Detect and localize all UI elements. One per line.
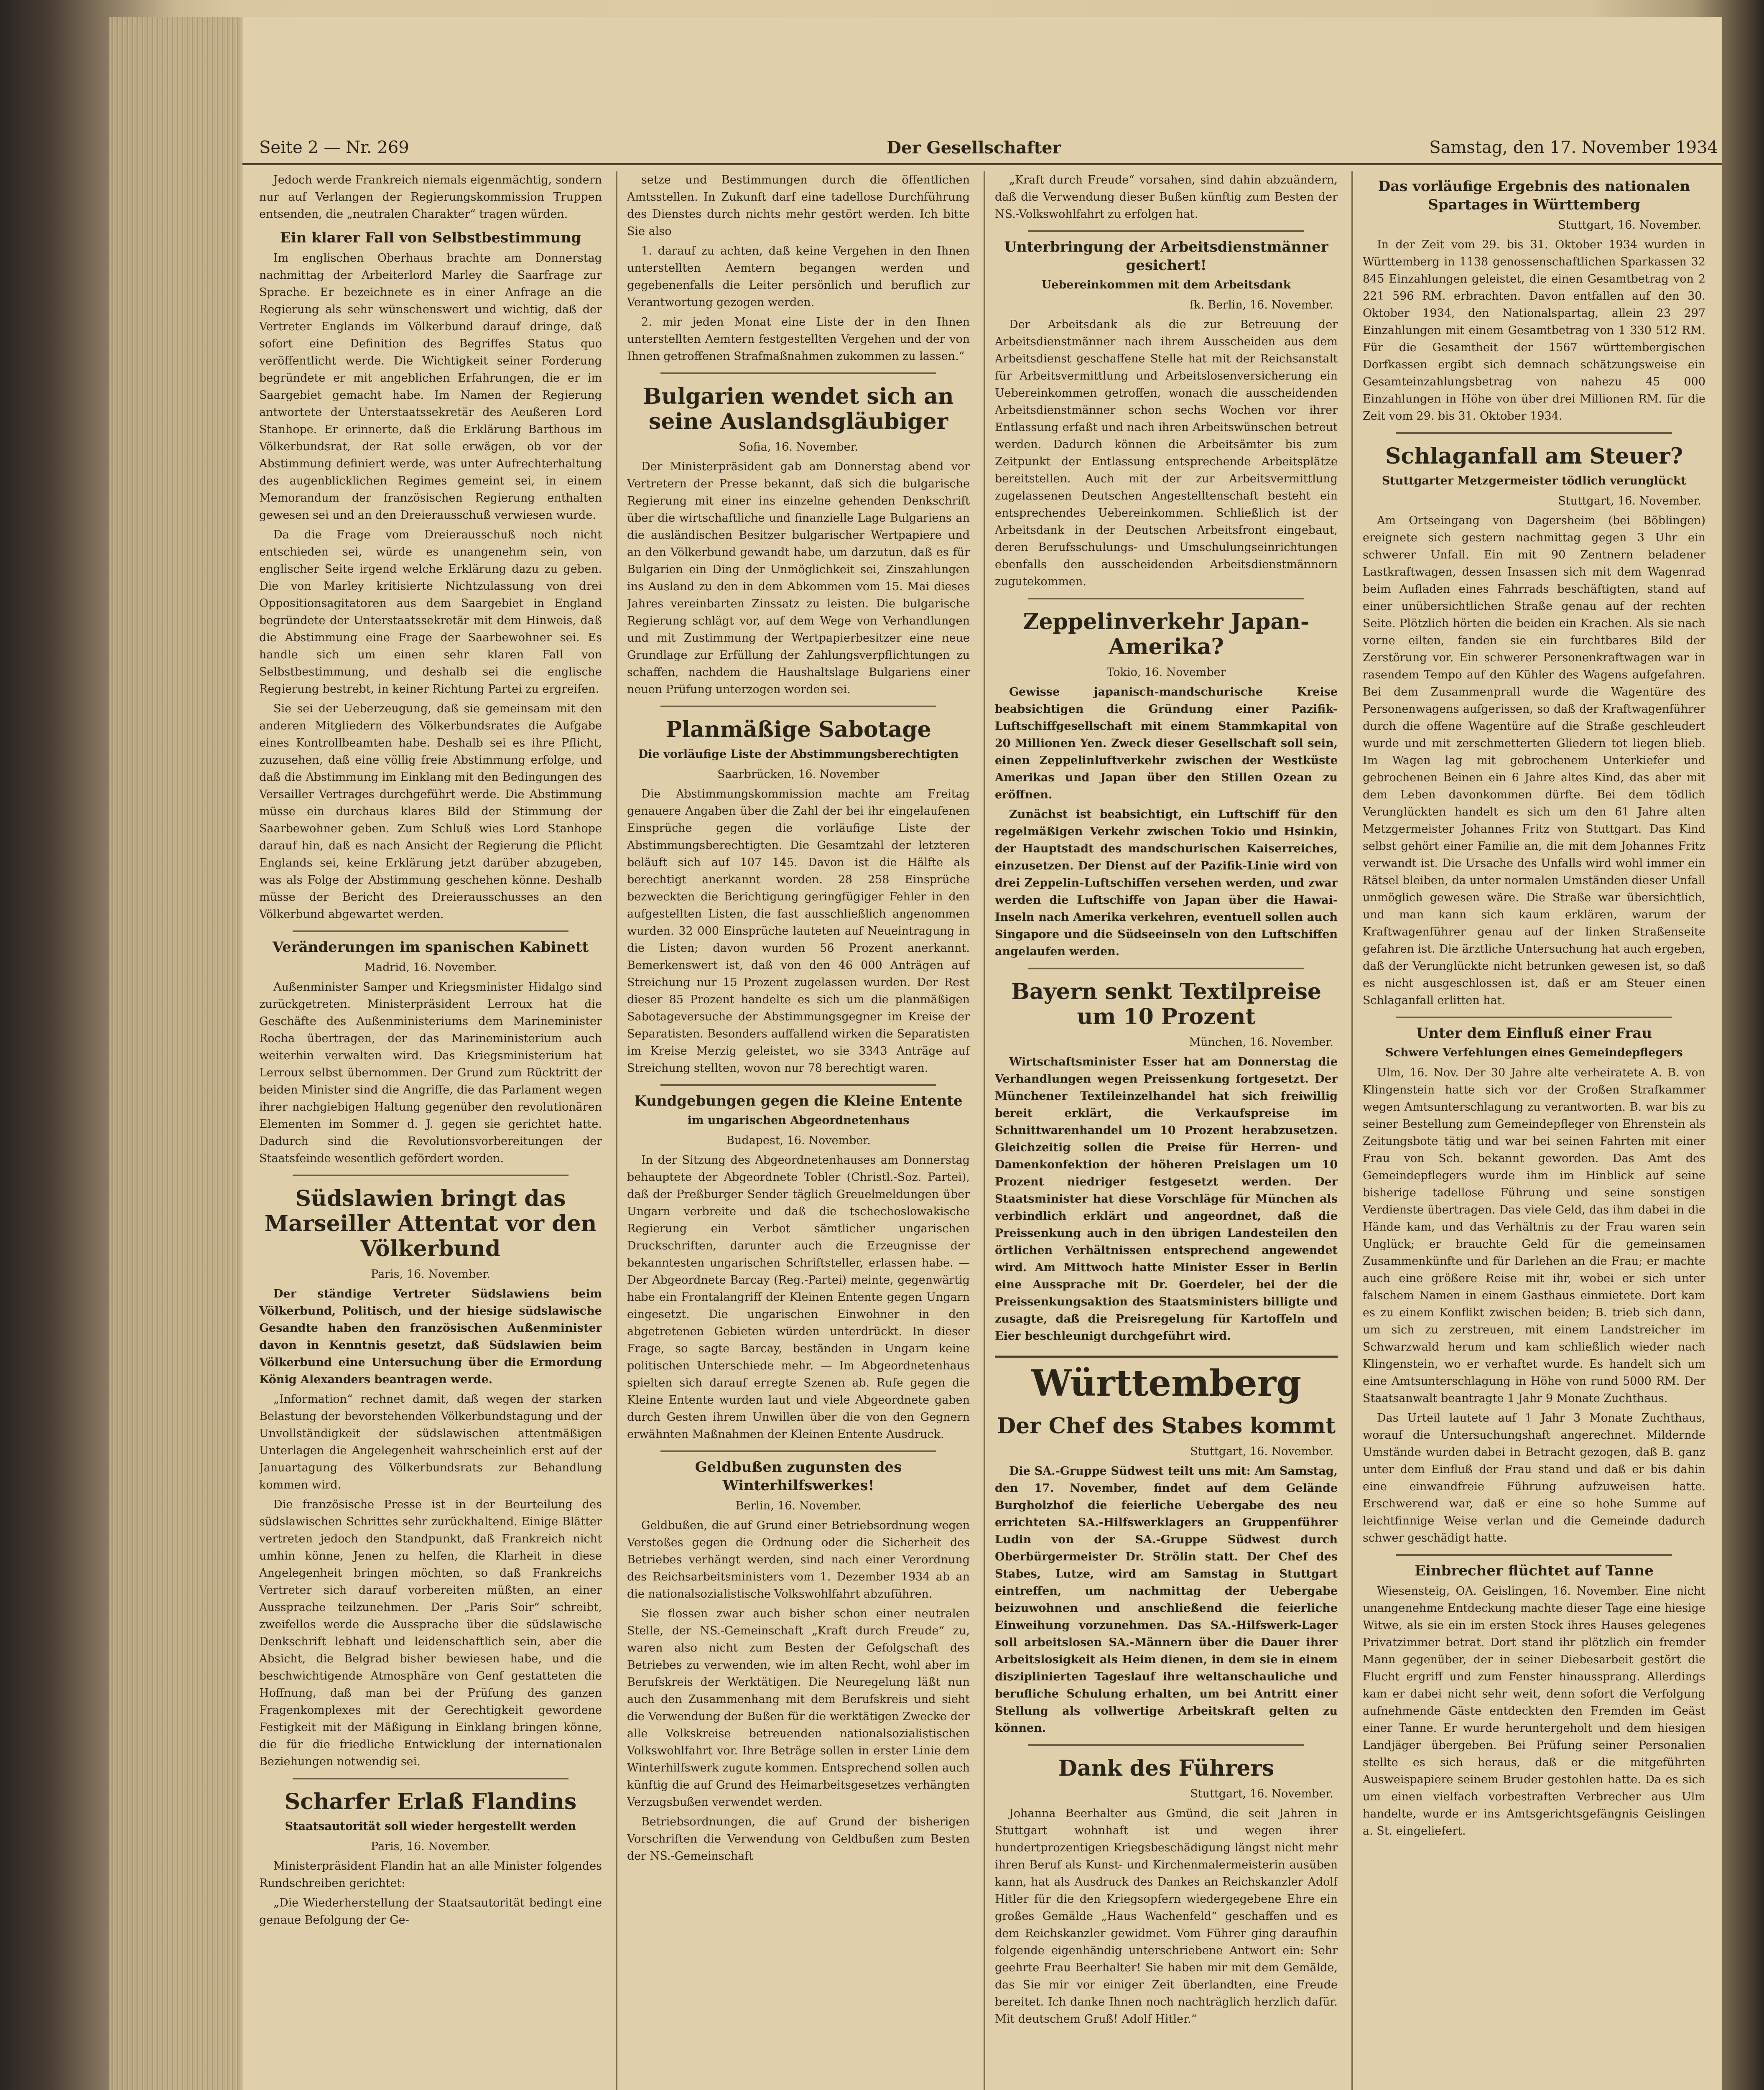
article-paragraph: Die Abstimmungskommission machte am Freitag genauere Angaben über die Zahl der bei ihr eingelaufenen Einsprüche gegen die vorläufige Liste der Abstimmungsberechtigten. Die Gesamtzahl der letzteren beläuft sich auf 107 145. Davon ist die Hälfte als berechtigt anerkannt worden. 28 258 Einsprüche bezweckten die Berichtigung geringfügiger Fehler in den aufgestellten Listen, die fast ausschließlich angenommen wurden. 32 000 Einsprüche lauteten auf Neueintragung in die Listen; davon wurden 56 Prozent anerkannt. Bemerkenswert ist, daß von den 46 000 Anträgen auf Streichung nur 15 Prozent zugelassen wurden. Der Rest dieser 85 Prozent handelte es sich um die planmäßigen Sabotageversuche der Abstimmungsgegner im Kreise der Separatisten. Besonders auffallend wirken die Separatisten im Kreise Merzig geleistet, wo sie 3343 Anträge auf Streichung stellten, wovon nur 78 berechtigt waren.: [627, 788, 970, 1075]
issue-date: Samstag, den 17. November 1934: [1429, 138, 1718, 157]
column-2: [627, 171, 970, 2090]
column-rule: [616, 171, 617, 2090]
column-4: [1363, 171, 1705, 2090]
dateline: Stuttgart, 16. November.: [1190, 1445, 1333, 1458]
article-paragraph: Da die Frage vom Dreierausschuß noch nicht entschieden sei, würde es unangenehm sein, von englischer Seite irgend welche Erklärung dazu zu geben. Die von Marley kritisierte Nichtzulassung von drei Oppositionsagitatoren aus dem Saargebiet in England begründete der Unterstaatssekretär mit dem Hinweis, daß die Abstimmung eine Frage der Saarbewohner sei. Es handle sich um einen sehr klaren Fall von Selbstbestimmung, und deshalb sei die englische Regierung bestrebt, in keiner Richtung Partei zu ergreifen.: [259, 528, 602, 696]
article-paragraph: Ministerpräsident Flandin hat an alle Minister folgendes Rundschreiben gerichtet:: [259, 1860, 602, 1890]
article-paragraph: Außenminister Samper und Kriegsminister Hidalgo sind zurückgetreten. Ministerpräsident Lerroux hat die Geschäfte des Außenministeriums dem Marineminister Rocha übertragen, der das Marineministerium auch weiterhin verwalten wird. Das Kriegsministerium hat Lerroux selbst übernommen. Der Grund zum Rücktritt der beiden Minister sind die Angriffe, die das Parlament wegen ihrer nachgiebigen Haltung gegenüber den revolutionären Elementen im Sommer d. J. gegen sie gerichtet hatte. Dadurch sind die Revolutionsvorbereitungen der Staatsfeinde wesentlich gefördert worden.: [259, 981, 602, 1165]
article-paragraph: „Information“ rechnet damit, daß wegen der starken Belastung der bevorstehenden Völkerbundstagung und der Unvollständigkeit der südslawischen attentmäßigen Unterlagen die Angelegenheit wahrscheinlich erst auf der Januartagung des Völkerbundsrats zur Behandlung kommen wird.: [259, 1393, 602, 1491]
article-subheadline: Stuttgarter Metzgermeister tödlich verunglückt: [1382, 474, 1687, 487]
article-paragraph: „Die Wiederherstellung der Staatsautorität bedingt eine genaue Befolgung der Ge-: [259, 1896, 602, 1927]
article-headline: Unter dem Einfluß einer Frau: [1416, 1025, 1652, 1042]
dateline: München, 16. November.: [1189, 1036, 1333, 1049]
article-headline: Südslawien bringt das Marseiller Attentat vor den Völkerbund: [264, 1186, 597, 1262]
article-paragraph: Sie sei der Ueberzeugung, daß sie gemeinsam mit den anderen Mitgliedern des Völkerbundsrates die Aufgabe eines Kontrollbeamten habe. Deshalb sei es ihre Pflicht, zuzusehen, daß eine völlig freie Abstimmung erfolge, und daß die Abstimmung im Einklang mit den Bedingungen des Versailler Vertrages durchgeführt werde. Die Abstimmung müsse ein durchaus klares Bild der Stimmung der Saarbewohner geben. Zum Schluß wies Lord Stanhope darauf hin, daß es nach Ansicht der Regierung die Pflicht Englands sei, keine Erklärung jetzt darüber abzugeben, was als Folge der Abstimmung geschehen könne. Deshalb müsse der Bericht des Dreierausschusses an den Völkerbund abgewartet werden.: [259, 702, 602, 921]
divider: [293, 1175, 568, 1176]
article-lead: Gewisse japanisch-mandschurische Kreise beabsichtigen die Gründung einer Pazifik-Luftschiffgesellschaft mit einem Stammkapital von 20 Millionen Yen. Zweck dieser Gesellschaft soll sein, einen Zeppelinluftverkehr zwischen der Westküste Amerikas und Japan über den Stillen Ozean zu eröffnen.: [995, 686, 1338, 801]
divider: [660, 372, 936, 374]
list-item: 1. darauf zu achten, daß keine Vergehen in den Ihnen unterstellten Aemtern begangen werden und gegebenenfalls die Leiter persönlich und beruflich zur Verantwortung gezogen werden.: [627, 245, 970, 309]
article-paragraph: Im englischen Oberhaus brachte am Donnerstag nachmittag der Arbeiterlord Marley die Saarfrage zur Sprache. Er bezeichnete es in einer Anfrage an die Regierung als sehr wünschenswert und wichtig, daß der Vertreter Englands im Völkerbund darauf dringe, daß sofort eine Definition des Begriffes Status quo veröffentlicht werde. Die Wichtigkeit seiner Forderung begründete er mit angeblichen Erfahrungen, die er im Saargebiet gemacht habe. Im Namen der Regierung antwortete der Unterstaatssekretär des Aeußeren Lord Stanhope. Er erinnerte, daß die Erklärung Barthous im Völkerbundsrat, der Rat solle erwägen, ob vor der Abstimmung definiert werde, was unter Aufrechterhaltung des augenblicklichen Regimes gemeint sei, in einem Memorandum der französischen Regierung enthalten gewesen sei und an den Dreierausschuß verwiesen wurde.: [259, 252, 602, 522]
article-headline: Scharfer Erlaß Flandins: [284, 1789, 577, 1815]
article-headline: Der Chef des Stabes kommt: [997, 1413, 1336, 1439]
bound-page-stack: [109, 17, 247, 2090]
dateline: Saarbrücken, 16. November: [717, 768, 879, 781]
article-paragraph: Wiesensteig, OA. Geislingen, 16. November. Eine nicht unangenehme Entdeckung machte dieser Tage eine hiesige Witwe, als sie ein im ersten Stock ihres Hauses gelegenes Privatzimmer betrat. Dort stand ihr plötzlich ein fremder Mann gegenüber, der in seiner Diebesarbeit gestört die Flucht ergriff und zum Fenster hinaussprang. Allerdings kam er dabei nicht sehr weit, denn sofort die Verfolgung aufnehmende Gäste entdeckten den Fremden im Geäst einer Tanne. Er wurde heruntergeholt und dem hiesigen Landjäger übergeben. Bei Prüfung seiner Personalien stellte es sich heraus, daß er die mitgeführten Ausweispapiere seinem Bruder gestohlen hatte. Da es sich um einen vielfach vorbestraften Verbrecher aus Ulm handelte, wurde er ins Amtsgerichtsgefängnis Geislingen a. St. eingeliefert.: [1363, 1585, 1705, 1838]
article-subheadline: Die vorläufige Liste der Abstimmungsberechtigten: [638, 748, 959, 761]
article-paragraph: Johanna Beerhalter aus Gmünd, die seit Jahren in Stuttgart wohnhaft ist und wegen ihrer hundertprozentigen Kriegsbeschädigung längst nicht mehr ihren Beruf als Kunst- und Kirchenmalermeisterin ausüben kann, hat als Ausdruck des Dankes an Reichskanzler Adolf Hitler für die den Kriegsopfern wiedergegebene Ehre ein großes Gemälde „Haus Wachenfeld“ geschaffen und es dem Reichskanzler gewidmet. Vom Führer ging daraufhin folgende eigenhändig unterschriebene Antwort ein: Sehr geehrte Frau Beerhalter! Sie haben mir mit dem Gemälde, das Sie mir vor einiger Zeit überlandten, eine Freude bereitet. Ich danke Ihnen noch nachträglich herzlich dafür. Mit deutschem Gruß! Adolf Hitler.“: [995, 1807, 1338, 2026]
continued-text: Jedoch werde Frankreich niemals eigenmächtig, sondern nur auf Verlangen der Regierungskommission Truppen entsenden, die „neutralen Charakter“ tragen würden.: [259, 173, 602, 221]
dateline: Paris, 16. November.: [371, 1840, 490, 1853]
article-headline: Unterbringung der Arbeitsdienstmänner gesichert!: [1004, 239, 1328, 274]
list-item: 2. mir jeden Monat eine Liste der in den Ihnen unterstellten Aemtern festgestellten Vergehen und der von Ihnen getroffenen Strafmaßnahmen zukommen zu lassen.“: [627, 316, 970, 363]
article-headline: Kundgebungen gegen die Kleine Entente: [634, 1093, 963, 1109]
dateline: fk. Berlin, 16. November.: [1189, 298, 1333, 311]
dateline: Stuttgart, 16. November.: [1190, 1787, 1333, 1800]
divider: [293, 930, 568, 932]
article-lead: Wirtschaftsminister Esser hat am Donnerstag die Verhandlungen wegen Preissenkung fortgesetzt. Der Münchener Textileinzelhandel hat sich freiwillig bereit erklärt, die Verkaufspreise im Schnittwarenhandel um 10 Prozent herabzusetzen. Gleichzeitig sollen die Preise für Herren- und Damenkonfektion der höheren Preislagen um 10 Prozent niedriger festgesetzt werden. Der Staatsminister hat diese Vorschläge für München als verbindlich erklärt und angeordnet, daß die Preissenkung auch in den übrigen Landesteilen den örtlichen Verhältnissen entsprechend angewendet wird. Am Mittwoch hatte Minister Esser in Berlin eine Aussprache mit Dr. Goerdeler, bei der die Preissenkungsaktion des Staatsministers billigte und zusagte, daß die Preisregelung für Kartoffeln und Eier beschleunigt durchgeführt wird.: [995, 1055, 1338, 1343]
continued-text: setze und Bestimmungen durch die öffentlichen Amtsstellen. In Zukunft darf eine tadellose Durchführung des Dienstes durch nichts mehr gestört werden. Ich bitte Sie also: [627, 173, 970, 238]
dateline: Stuttgart, 16. November.: [1558, 494, 1701, 507]
article-paragraph: Betriebsordnungen, die auf Grund der bisherigen Vorschriften die Verwendung von Geldbußen zum Besten der NS.-Gemeinschaft: [627, 1815, 970, 1863]
dateline: Tokio, 16. November: [1106, 666, 1226, 679]
article-paragraph: Der Arbeitsdank als die zur Betreuung der Arbeitsdienstmänner nach ihrem Ausscheiden aus dem Arbeitsdienst geschaffene Stelle hat mit der Reichsanstalt für Arbeitsvermittlung und Arbeitslosenversicherung ein Uebereinkommen getroffen, wonach die ausscheidenden Arbeitsdienstmänner schon sechs Wochen vor ihrer Entlassung erfaßt und nach ihren Arbeitswünschen betreut werden. Dadurch können die Arbeitsämter bis zum Zeitpunkt der Entlassung entsprechende Arbeitsplätze bereitstellen. Auch mit der zur Arbeitsvermittlung zugelassenen Deutschen Angestelltenschaft besteht ein entsprechendes Uebereinkommen. Schließlich ist der Arbeitsdank in der Deutschen Arbeitsfront eingebaut, deren Berufsschulungs- und Umschulungseinrichtungen ebenfalls den ausscheidenden Arbeitsdienstmännern zugutekommen.: [995, 318, 1338, 588]
article-headline: Dank des Führers: [1058, 1756, 1275, 1781]
article-headline: Einbrecher flüchtet auf Tanne: [1415, 1562, 1654, 1579]
dateline: Paris, 16. November.: [371, 1268, 490, 1281]
article-lead: Der ständige Vertreter Südslawiens beim Völkerbund, Politisch, und der hiesige südslawische Gesandte haben den französischen Außenminister davon in Kenntnis gesetzt, daß Südslawien beim Völkerbund eine Untersuchung über die Ermordung König Alexanders beantragen werde.: [259, 1287, 602, 1386]
divider: [1396, 432, 1672, 434]
newspaper-page: [242, 17, 1722, 2090]
article-paragraph: Zunächst ist beabsichtigt, ein Luftschiff für den regelmäßigen Verkehr zwischen Tokio und Hsinkin, der Hauptstadt des mandschurischen Kaiserreiches, einzusetzen. Der Dienst auf der Pazifik-Linie wird von drei Zeppelin-Luftschiffen versehen werden, und zwar werden die Luftschiffe von Japan über die Hawai-Inseln nach Amerika verkehren, eventuell sollen auch Singapore und die Südseeinseln von den Luftschiffen angelaufen werden.: [995, 808, 1338, 958]
article-paragraph: Sie flossen zwar auch bisher schon einer neutralen Stelle, der NS.-Gemeinschaft „Kraft durch Freude“ zu, waren also nicht zum Besten der Gefolgschaft des Betriebes zu verwenden, wie im alten Recht, wohl aber im Berufskreis der Werktätigen. Die Neuregelung läßt nun auch den Zusammenhang mit dem Berufskreis und sieht die Verwendung der Bußen für die werktätigen Zwecke der alle Volkskreise betreuenden nationalsozialistischen Volkswohlfahrt vor. Ihre Beträge sollen in erster Linie dem Winterhilfswerk zugute kommen. Entsprechend sollen auch künftig die auf Grund des Heimarbeitsgesetzes verhängten Verzugsbußen verwendet werden.: [627, 1607, 970, 1809]
article-paragraph: Am Ortseingang von Dagersheim (bei Böblingen) ereignete sich gestern nachmittag gegen 3 Uhr ein schwerer Unfall. Ein mit 90 Zentnern beladener Lastkraftwagen, dessen Insassen sich mit dem Wagenrad beim Aufladen eines Fahrrads beschäftigten, stand auf einer unübersichtlichen Straße genau auf der rechten Seite. Plötzlich hörten die beiden ein Krachen. Als sie nach vorne eilten, fanden sie ein furchtbares Bild der Zerstörung vor. Ein schwerer Personenkraftwagen war in rasendem Tempo auf den Kühler des Wagens aufgefahren. Bei dem Zusammenprall wurde die Wagentüre des Personenwagens aufgerissen, so daß der Kraftwagenführer durch die offene Wagentüre auf die Straße geschleudert wurde und mit zerschmetterten Gliedern tot liegen blieb. Im Wagen lag mit gebrochenem Unterkiefer und gebrochenen Beinen ein 6 Jahre altes Kind, das aber mit dem Leben davonkommen dürfte. Bei dem tödlich Verunglückten handelt es sich um den 61 Jahre alten Metzgermeister Johannes Fritz von Stuttgart. Das Kind selbst gehört einer Familie an, die mit dem Johannes Fritz verwandt ist. Die Ursache des Unfalls wird wohl immer ein Rätsel bleiben, da unter normalen Umständen dieser Unfall unmöglich gewesen wäre. Die Straße war übersichtlich, und man kann sich kaum erklären, warum der Kraftwagenführer genau auf der linken Straßenseite gefahren ist. Die ärztliche Untersuchung hat auch ergeben, daß der Verunglückte nicht betrunken gewesen ist, so daß es nicht ausgeschlossen ist, daß er am Steuer einen Schlaganfall erlitten hat.: [1363, 514, 1705, 1007]
page-number: Seite 2 — Nr. 269: [259, 138, 409, 157]
divider: [1028, 1744, 1304, 1746]
region-heading: Württemberg: [995, 1356, 1338, 1404]
article-subheadline: Staatsautorität soll wieder hergestellt werden: [285, 1820, 576, 1833]
article-headline: Planmäßige Sabotage: [665, 717, 931, 742]
column-rule: [1351, 171, 1353, 2090]
dateline: Budapest, 16. November.: [726, 1134, 871, 1147]
masthead: [242, 134, 1722, 165]
article-headline: Ein klarer Fall von Selbstbestimmung: [280, 229, 581, 246]
article-paragraph: In der Sitzung des Abgeordnetenhauses am Donnerstag behauptete der Abgeordnete Tobler (Christl.-Soz. Partei), daß der Preßburger Sender täglich Greuelmeldungen über Ungarn verbreite und daß die tschechoslowakische Regierung ein Verbot sämtlicher ungarischen Druckschriften, darunter auch die Erzeugnisse der bekanntesten ungarischen Schriftsteller, erlassen habe. — Der Abgeordnete Barcay (Reg.-Partei) meinte, gegenwärtig habe ein Frontalangriff der Kleinen Entente gegen Ungarn eingesetzt. Die ungarischen Einwohner in den abgetretenen Gebieten würden unterdrückt. In dieser Frage, so sagte Barcay, beständen in Ungarn keine politischen Unterschiede mehr. — Im Abgeordnetenhaus spielten sich darauf erregte Szenen ab. Rufe gegen die Kleine Entente wurden laut und viele Abgeordnete gaben durch Gesten ihrem Unwillen über die von den Gegnern erwähnten Maßnahmen der Kleinen Entente Ausdruck.: [627, 1154, 970, 1441]
article-subheadline: Schwere Verfehlungen eines Gemeindepflegers: [1385, 1046, 1683, 1059]
article-paragraph: Ulm, 16. Nov. Der 30 Jahre alte verheiratete A. B. von Klingenstein hatte sich vor der Großen Strafkammer wegen Amtsunterschlagung zu verantworten. B. war bis zu seiner Bestellung zum Gemeindepfleger von Ehrenstein als Zeitungsbote tätig und war bei seinen Fahrten mit einer Frau von Sch. bekannt geworden. Das Amt des Gemeindepflegers wurde ihm im Hinblick auf seine bisherige tadellose Führung und seine sonstigen Verdienste übertragen. Das viele Geld, das ihm dabei in die Hände kam, und das Verhältnis zu der Frau waren sein Unglück; er brauchte Geld für die gemeinsamen Zusammenkünfte und für Darlehen an die Frau; er machte auch eine größere Reise mit ihr, wobei er sich unter falschem Namen in einem Gasthaus einmietete. Dort kam es zu einem Konflikt zwischen beiden; B. trieb sich dann, um sich zu zerstreuen, mit einem Landstreicher im Schwarzwald herum und kam schließlich wieder nach Klingenstein, wo er verhaftet wurde. Es handelt sich um eine Amtsunterschlagung in Höhe von rund 5000 RM. Der Staatsanwalt beantragte 1 Jahr 9 Monate Zuchthaus.: [1363, 1066, 1705, 1405]
article-paragraph: Geldbußen, die auf Grund einer Betriebsordnung wegen Verstoßes gegen die Ordnung oder die Sicherheit des Betriebes verhängt werden, sind nach einer Verordnung des Reichsarbeitsministers vom 1. Dezember 1934 ab an die nationalsozialistische Volkswohlfahrt abzuführen.: [627, 1519, 970, 1601]
column-rule: [984, 171, 985, 2090]
divider: [1396, 1017, 1672, 1018]
divider: [293, 1778, 568, 1779]
dateline: Madrid, 16. November.: [364, 961, 497, 974]
dateline: Stuttgart, 16. November.: [1558, 219, 1701, 232]
article-paragraph: In der Zeit vom 29. bis 31. Oktober 1934 wurden in Württemberg in 1138 genossenschaftlichen Sparkassen 32 845 Einzahlungen geleistet, die einen Gesamtbetrag von 2 221 596 RM. erbrachten. Davon entfallen auf den 30. Oktober 1934, den Nationalspartag, allein 23 297 Einzahlungen mit einem Gesamtbetrag von 1 330 512 RM. Für die Gesamtheit der 1567 württembergischen Dorfkassen ergibt sich demnach schätzungsweise ein Gesamteinzahlungsbetrag von nahezu 45 000 Einzahlungen in Höhe von über drei Millionen RM. für die Zeit vom 29. bis 31. Oktober 1934.: [1363, 238, 1705, 423]
article-headline: Geldbußen zugunsten des Winterhilfswerkes!: [695, 1459, 902, 1494]
article-headline: Das vorläufige Ergebnis des nationalen Spartages in Württemberg: [1378, 178, 1690, 213]
continued-text: „Kraft durch Freude“ vorsahen, sind dahin abzuändern, daß die Verwendung dieser Bußen künftig zum Besten der NS.-Volkswohlfahrt zu erfolgen hat.: [995, 173, 1338, 221]
dateline: Sofia, 16. November.: [738, 441, 859, 454]
article-subheadline: Uebereinkommen mit dem Arbeitsdank: [1041, 278, 1291, 291]
article-headline: Bayern senkt Textilpreise um 10 Prozent: [1011, 979, 1321, 1030]
article-paragraph: Die französische Presse ist in der Beurteilung des südslawischen Schrittes sehr zurückhaltend. Einige Blätter vertreten jedoch den Standpunkt, daß Frankreich nicht umhin könne, Jenen zu helfen, die Klarheit in diese Angelegenheit bringen möchten, so daß Frankreichs Vertreter sich darauf vorbereiten müßten, an einer Aussprache teilzunehmen. Der „Paris Soir“ schreibt, zweifellos werde die Aussprache über die südslawische Denkschrift lebhaft und leidenschaftlich sein, aber die Absicht, die Belgrad bisher bewiesen habe, und die beschwichtigende Atmosphäre von Genf gestatteten die Hoffnung, daß man bei der Prüfung des ganzen Fragenkomplexes mit der Gerechtigkeit gewordene Festigkeit mit der Mäßigung in Einklang bringen könne, die für die friedliche Entwicklung der internationalen Beziehungen notwendig sei.: [259, 1498, 602, 1768]
column-1: [259, 171, 602, 2090]
article-subheadline: im ungarischen Abgeordnetenhaus: [687, 1114, 910, 1127]
divider: [1028, 968, 1304, 969]
article-paragraph: Das Urteil lautete auf 1 Jahr 3 Monate Zuchthaus, worauf die Untersuchungshaft angerechnet. Mildernde Umstände wurden dabei in Betracht gezogen, daß B. ganz unter dem Einfluß der Frau stand und daß er bis dahin eine einwandfreie Führung aufzuweisen hatte. Erschwerend war, daß er eine so hohe Summe auf leichtfinnige Weise verlan und die Gemeinde dadurch schwer geschädigt hatte.: [1363, 1412, 1705, 1545]
article-paragraph: Der Ministerpräsident gab am Donnerstag abend vor Vertretern der Presse bekannt, daß sich die bulgarische Regierung mit einer ins einzelne gehenden Denkschrift über die wirtschaftliche und finanzielle Lage Bulgariens an die ausländischen Besitzer bulgarischer Wertpapiere und an den Völkerbund gewandt habe, um darzutun, daß es für Bulgarien ein Ding der Unmöglichkeit sei, Zinszahlungen ins Ausland zu den in dem Abkommen vom 15. Mai dieses Jahres vereinbarten Zinssatz zu leisten. Die bulgarische Regierung schlägt vor, auf dem Wege von Verhandlungen und mit Zustimmung der Wertpapierbesitzer eine neue Grundlage zur Erfüllung der Zahlungsverpflichtungen zu schaffen, nachdem die Haushaltslage Bulgariens einer neuen Prüfung unterzogen worden sei.: [627, 460, 970, 696]
divider: [660, 1450, 936, 1452]
article-headline: Veränderungen im spanischen Kabinett: [272, 939, 589, 956]
article-lead: Die SA.-Gruppe Südwest teilt uns mit: Am Samstag, den 17. November, findet auf dem Gelände Burgholzhof die feierliche Uebergabe des neu errichteten SA.-Hilfswerklagers an Gruppenführer Ludin von der SA.-Gruppe Südwest durch Oberbürgermeister Dr. Strölin statt. Der Chef des Stabes, Lutze, wird am Samstag in Stuttgart eintreffen, um nachmittag der Uebergabe beizuwohnen und anschließend die feierliche Einweihung vorzunehmen. Das SA.-Hilfswerk-Lager soll arbeitslosen SA.-Männern über die Dauer ihrer Arbeitslosigkeit als Heim dienen, in dem sie in einem disziplinierten Tageslauf ihre weltanschauliche und berufliche Schulung erhalten, um bei Antritt einer Stellung als vollwertige Arbeitskraft gelten zu können.: [995, 1465, 1338, 1735]
divider: [1396, 1554, 1672, 1556]
divider: [660, 1084, 936, 1086]
divider: [660, 706, 936, 707]
column-3: [995, 171, 1338, 2090]
article-headline: Bulgarien wendet sich an seine Auslandsgläubiger: [643, 384, 954, 434]
divider: [1028, 598, 1304, 599]
divider: [1028, 230, 1304, 232]
dateline: Berlin, 16. November.: [735, 1499, 862, 1512]
article-headline: Zeppelinverkehr Japan-Amerika?: [1023, 609, 1310, 660]
article-headline: Schlaganfall am Steuer?: [1385, 443, 1683, 469]
newspaper-title: Der Gesellschafter: [887, 138, 1061, 158]
